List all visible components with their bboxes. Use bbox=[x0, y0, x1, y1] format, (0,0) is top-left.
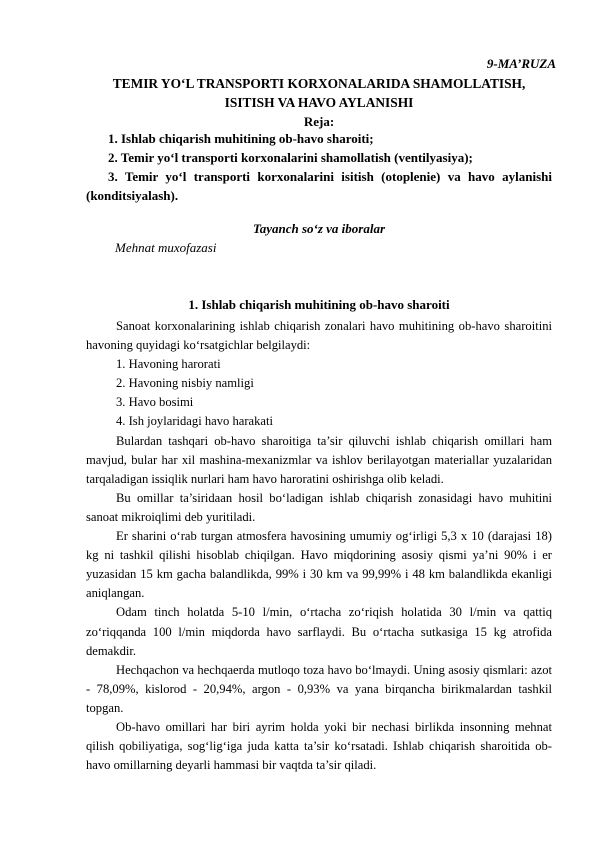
plan-heading: Reja: bbox=[303, 114, 335, 129]
keywords: Mehnat muxofazasi bbox=[115, 240, 217, 255]
paragraph: Bulardan tashqari ob-havo sharoitiga ta’sir qiluvchi ishlab chiqarish omillari ham mavjud, bular har xil mashina-mexanizmlar va ishlov berilayotgan materiallar yuzalaridan tarqaladigan issiqlik nurlari ham havo haroratini oshirishga olib keladi. bbox=[86, 433, 552, 486]
paragraph: Ob-havo omillari har biri ayrim holda yoki bir nechasi birlikda insonning mehnat qilish qobiliyatiga, sog‘lig‘iga juda katta ta’sir ko‘rsatadi. Ishlab chiqarish sharoitida ob-havo omillarning deyarli hammasi bir vaqtda ta’sir qiladi. bbox=[86, 719, 552, 773]
keywords-heading: Tayanch so‘z va iboralar bbox=[252, 221, 386, 236]
title-line-1: TEMIR YO‘L TRANSPORTI KORXONALARIDA SHAMOLLATISH, bbox=[112, 76, 526, 91]
plan-item-3: 3. Temir yo‘l transporti korxonalarini isitish (otoplenie) va havo aylanishi (konditsiyalash). bbox=[86, 169, 552, 203]
factor-item-1: 1. Havoning harorati bbox=[116, 357, 221, 372]
lesson-label: 9-MA’RUZA bbox=[486, 56, 556, 71]
paragraph: Er sharini o‘rab turgan atmosfera havosining umumiy og‘irligi 5,3 x 10 (darajasi 18) kg ni tashkil qilishi hisoblab chiqilgan. Havo miqdorining asosiy qismi ya’ni 90% i er yuzasidan 15 km gacha balandlikda, 99% i 30 km va 99,99% i 48 km balandlikda ekanligi aniqlangan. bbox=[86, 529, 552, 601]
factor-item-4: 4. Ish joylaridagi havo harakati bbox=[116, 414, 274, 429]
plan-item-2: 2. Temir yo‘l transporti korxonalarini shamollatish (ventilyasiya); bbox=[108, 150, 473, 165]
paragraph: Odam tinch holatda 5-10 l/min, o‘rtacha zo‘riqish holatida 30 l/min va qattiq zo‘riqqanda 100 l/min miqdorda havo sarflaydi. Bu o‘rtacha sutkasiga 15 kg atrofida demakdir. bbox=[86, 605, 552, 658]
section-body bbox=[86, 317, 552, 775]
intro-paragraph: Sanoat korxonalarining ishlab chiqarish zonalari havo muhitining ob-havo sharoitini havoning quyidagi ko‘rsatgichlar belgilaydi: bbox=[86, 319, 552, 353]
page-title bbox=[86, 74, 552, 112]
title-line-2: ISITISH VA HAVO AYLANISHI bbox=[224, 95, 414, 110]
paragraph: Bu omillar ta’siridaan hosil bo‘ladigan ishlab chiqarish zonasidagi havo muhitini sanoat mikroiqlimi deb yuritiladi. bbox=[86, 490, 552, 524]
plan-item-1: 1. Ishlab chiqarish muhitining ob-havo sharoiti; bbox=[108, 131, 374, 146]
paragraph: Hechqachon va hechqaerda mutloqo toza havo bo‘lmaydi. Uning asosiy qismlari: azot - 78,09%, kislorod - 20,94%, argon - 0,93% va yana birqancha birikmalardan tashkil topgan. bbox=[86, 662, 552, 715]
plan-list bbox=[86, 129, 552, 205]
factor-item-2: 2. Havoning nisbiy namligi bbox=[116, 376, 254, 391]
factor-item-3: 3. Havo bosimi bbox=[116, 395, 194, 410]
section-heading: 1. Ishlab chiqarish muhitining ob-havo sharoiti bbox=[188, 297, 450, 312]
